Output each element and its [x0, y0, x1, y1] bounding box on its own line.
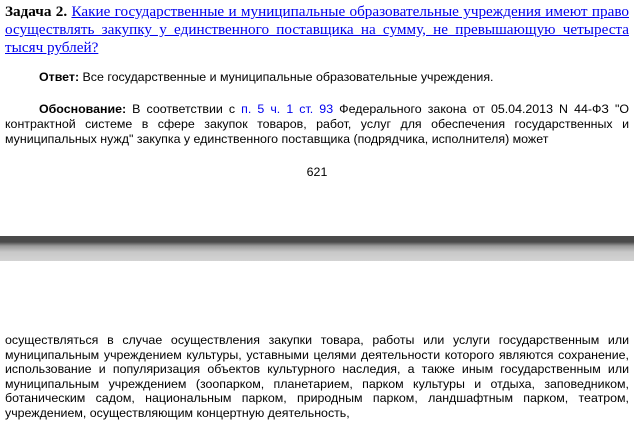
task-question-link[interactable]: Какие государственные и муниципальные образовательные учреждения имеют право осуществлять закупку у единственного поставщика на сумму, не превышающую четыреста тысяч рублей? [5, 3, 629, 56]
reasoning-label: Обоснование: [39, 102, 127, 116]
reasoning-paragraph [5, 102, 629, 147]
answer-paragraph [5, 70, 629, 85]
document-page-bottom [0, 261, 634, 428]
page-separator [0, 236, 634, 261]
reasoning-text-before: В соответствии с [126, 102, 242, 116]
law-article-link[interactable]: п. 5 ч. 1 ст. 93 [241, 102, 334, 116]
task-paragraph [5, 3, 629, 57]
page-number: 621 [306, 165, 328, 179]
answer-text: Все государственные и муниципальные образовательные учреждения. [79, 70, 494, 84]
continuation-paragraph: осуществляться в случае осуществления закупки товара, работы или услуги государственным или муниципальным учреждением культуры, уставными целями деятельности которого являются сохранение, использование и популяризация объектов культурного наследия, а также иным государственным или муниципальным учреждением (зоопарком, планетарием, парком культуры и отдыха, заповедником, ботаническим садом, национальным парком, природным парком, ландшафтным парком, театром, учреждением, осуществляющим концертную деятельность, [5, 333, 629, 420]
answer-label: Ответ: [39, 70, 80, 84]
task-label: Задача 2. [5, 3, 68, 20]
reasoning-text-after: Федерального закона от 05.04.2013 N 44-ФЗ "О контрактной системе в сфере закупок товаров, работ, услуг для обеспечения государственных и муниципальных нужд" закупка у единственного поставщика (подрядчика, исполнителя) может [5, 102, 629, 146]
